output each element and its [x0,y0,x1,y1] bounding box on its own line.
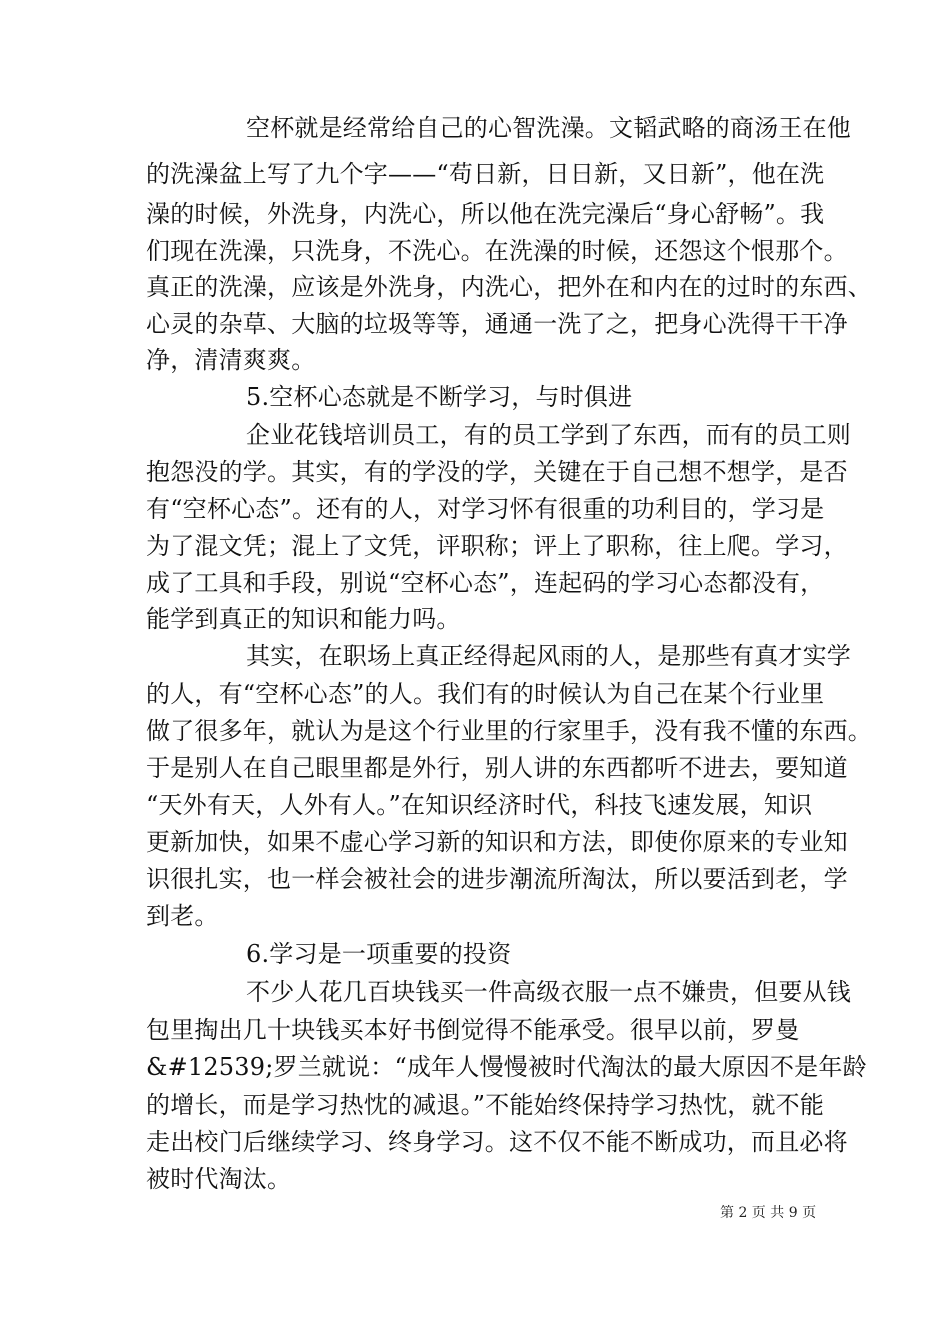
paragraph-line: 净，清清爽爽。 [146,346,316,374]
paragraph-line: 更新加快，如果不虚心学习新的知识和方法，即使你原来的专业知 [146,828,848,856]
page-number-footer: 第 2 页 共 9 页 [720,1205,817,1221]
paragraph-line: 为了混文凭；混上了文凭，评职称；评上了职称，往上爬。学习， [146,532,848,560]
paragraph-line: 心灵的杂草、大脑的垃圾等等，通通一洗了之，把身心洗得干干净 [146,310,848,338]
paragraph-line: &#12539;罗兰就说：“成年人慢慢被时代淘汰的最大原因不是年龄 [146,1053,867,1081]
paragraph-line: 做了很多年，就认为是这个行业里的行家里手，没有我不懂的东西。 [146,717,872,745]
paragraph-line: 澡的时候，外洗身，内洗心，所以他在洗完澡后“身心舒畅”。我 [146,200,825,228]
paragraph-line: 识很扎实，也一样会被社会的进步潮流所淘汰，所以要活到老，学 [146,865,848,893]
paragraph-line: 空杯就是经常给自己的心智洗澡。文韬武略的商汤王在他 [246,114,851,142]
paragraph-line: 有“空杯心态”。还有的人，对学习怀有很重的功利目的，学习是 [146,495,825,523]
paragraph-line: 的人，有“空杯心态”的人。我们有的时候认为自己在某个行业里 [146,680,825,708]
paragraph-line: 到老。 [146,902,219,930]
paragraph-line: 成了工具和手段，别说“空杯心态”，连起码的学习心态都没有， [146,569,825,597]
paragraph-line: 不少人花几百块钱买一件高级衣服一点不嫌贵，但要从钱 [246,978,851,1006]
paragraph-line: 们现在洗澡，只洗身，不洗心。在洗澡的时候，还怨这个恨那个。 [146,237,848,265]
paragraph-line: 抱怨没的学。其实，有的学没的学，关键在于自己想不想学，是否 [146,458,848,486]
section-heading: 6.学习是一项重要的投资 [246,940,512,968]
paragraph-line: 其实，在职场上真正经得起风雨的人，是那些有真才实学 [246,642,851,670]
paragraph-line: 企业花钱培训员工，有的员工学到了东西，而有的员工则 [246,421,851,449]
paragraph-line: 的洗澡盆上写了九个字——“苟日新，日日新，又日新”，他在洗 [146,160,825,188]
paragraph-line: 于是别人在自己眼里都是外行，别人讲的东西都听不进去，要知道 [146,754,848,782]
paragraph-line: 包里掏出几十块钱买本好书倒觉得不能承受。很早以前，罗曼 [146,1016,800,1044]
paragraph-line: 被时代淘汰。 [146,1165,292,1193]
paragraph-line: 的增长，而是学习热忱的减退。”不能始终保持学习热忱，就不能 [146,1091,825,1119]
paragraph-line: “天外有天，人外有人。”在知识经济时代，科技飞速发展，知识 [146,791,813,819]
paragraph-line: 能学到真正的知识和能力吗。 [146,605,461,633]
section-heading: 5.空杯心态就是不断学习，与时俱进 [246,383,633,411]
paragraph-line: 走出校门后继续学习、终身学习。这不仅不能不断成功，而且必将 [146,1128,848,1156]
paragraph-line: 真正的洗澡，应该是外洗身，内洗心，把外在和内在的过时的东西、 [146,273,872,301]
